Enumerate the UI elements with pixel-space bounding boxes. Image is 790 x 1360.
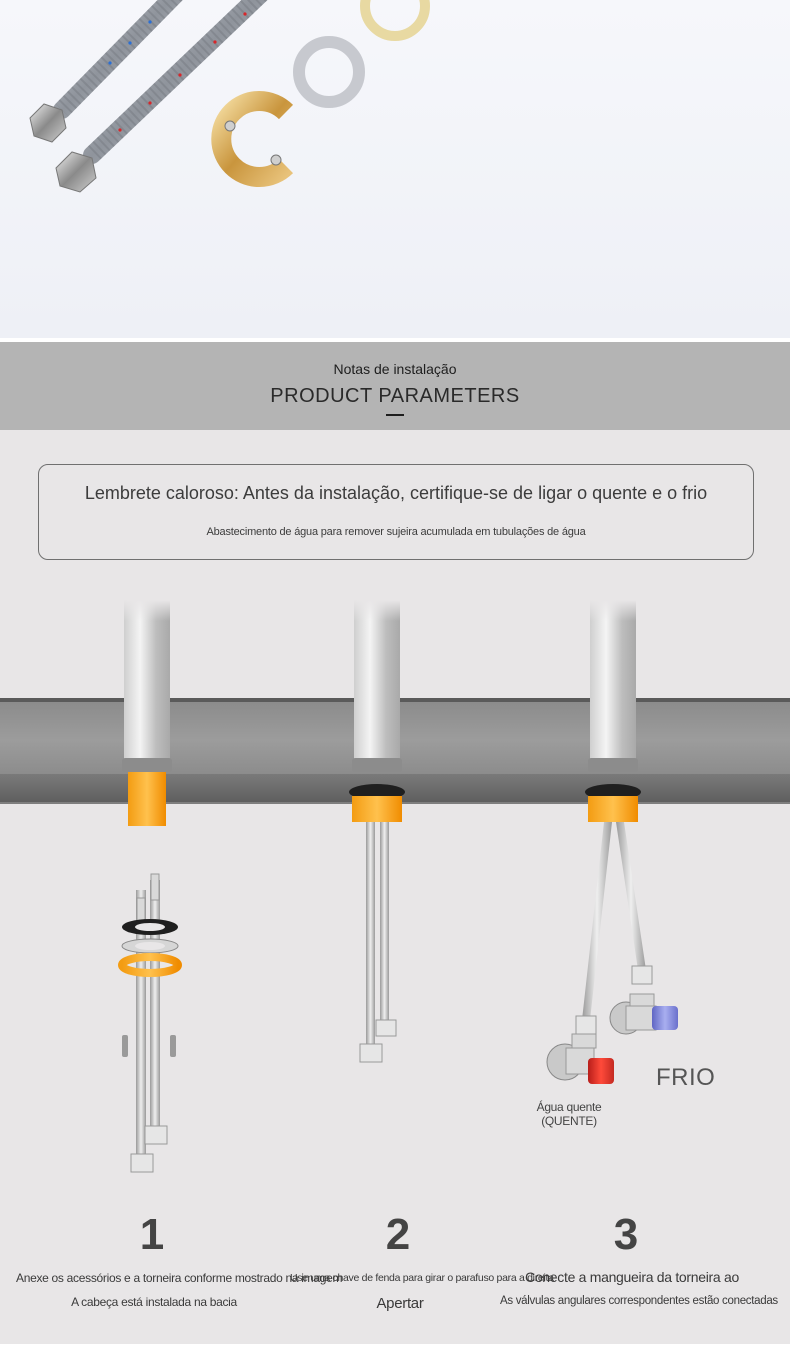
hot-valve <box>547 1034 614 1084</box>
step-1-caption-line1: Anexe os acessórios e a torneira conforme mostrado na imagem <box>16 1271 343 1285</box>
reminder-note: Abastecimento de água para remover sujeira acumulada em tubulações de água <box>206 526 586 538</box>
accessories-illustration <box>0 0 790 338</box>
product-photo <box>0 0 790 338</box>
section-header <box>0 342 790 430</box>
faucet-step-1 <box>122 600 172 826</box>
cold-valve <box>610 994 678 1034</box>
hot-water-label: Água quente (QUENTE) <box>536 1100 602 1128</box>
installation-diagram <box>0 430 790 1344</box>
step-number-2: 2 <box>385 1210 411 1259</box>
faucet-step-2 <box>349 600 405 1062</box>
step-2-caption-line2: Apertar <box>376 1295 424 1312</box>
reminder-title: Lembrete caloroso: Antes da instalação, certifique-se de ligar o quente e o frio <box>84 483 708 503</box>
bottom-margin <box>0 1344 790 1360</box>
step-3-caption-line2: As válvulas angulares correspondentes estão conectadas <box>500 1295 778 1307</box>
title-underline <box>386 414 404 416</box>
parts-step-1 <box>122 874 178 1172</box>
braided-hose-1 <box>30 0 180 142</box>
silver-washer <box>299 42 359 102</box>
section-subtitle: Notas de instalação <box>333 361 457 377</box>
section-title: PRODUCT PARAMETERS <box>270 385 520 407</box>
step-2-caption-line1: Use uma chave de fenda para girar o parafuso para a direita <box>290 1272 554 1284</box>
faucet-step-3 <box>547 600 678 1084</box>
step-1-caption-line2: A cabeça está instalada na bacia <box>71 1295 237 1309</box>
step-3-caption-line1: Conecte a mangueira da torneira ao <box>525 1269 739 1285</box>
step-number-3: 3 <box>613 1210 639 1259</box>
step-number-1: 1 <box>139 1210 165 1259</box>
brass-clamp <box>221 101 286 177</box>
installation-panel <box>0 430 790 1344</box>
cold-water-label: FRIO <box>656 1064 716 1091</box>
gold-washer <box>365 0 425 36</box>
